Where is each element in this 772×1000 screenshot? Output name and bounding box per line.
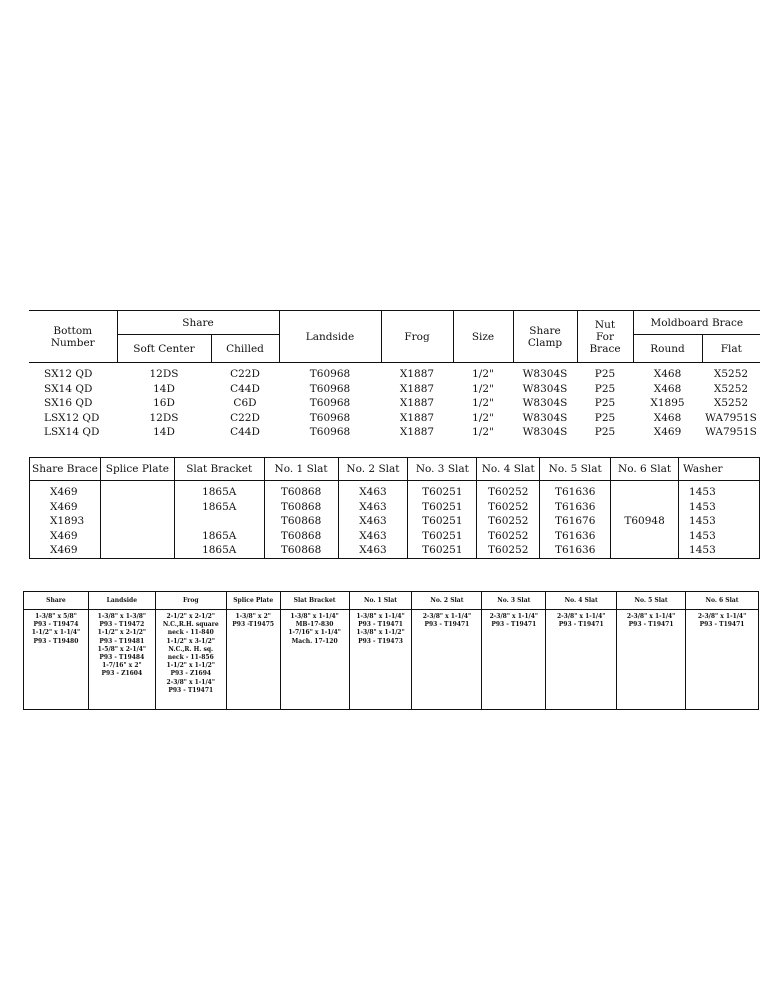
cell-line: Mach. 17-120 [291,637,338,645]
table-cell [174,514,264,529]
table-cell: 1865A [174,481,264,500]
table-cell: T61636 [540,500,611,515]
header-chilled: Chilled [211,335,279,363]
table-row [29,425,760,440]
cell-line: P93 - T19471 [424,621,470,629]
cell-line: 1-7/16" x 2" [102,662,142,670]
table-cell: P25 [594,397,616,410]
table-cell [686,610,759,710]
cell-line: 2-3/8" x 1-1/4" [422,613,472,620]
cell-line: P93 - T19480 [33,637,79,645]
brace-slat-header-row [30,458,760,481]
header-nut-for-brace: Nut For Brace [577,311,633,363]
bolt-header-row [24,592,759,610]
table-row [29,411,760,426]
column-header: Share [24,592,89,610]
cell-line: 1-1/2" x 1-1/2" [166,662,215,670]
cell-line: 2-3/8" x 1-1/4" [489,613,539,620]
table-cell: 1453 [679,514,760,529]
column-header: Washer [679,458,760,481]
table-cell [611,481,679,500]
table-cell: T60251 [408,500,477,515]
table-cell: X469 [30,529,101,544]
cell-line: P93 - T19474 [33,621,79,629]
brace-slat-rows [30,481,760,559]
table-cell: T60968 [309,411,351,424]
table-cell: 14D [153,382,175,395]
column-header: No. 4 Slat [477,458,540,481]
cell-line: P93 - T19473 [358,637,403,645]
bolt-table [23,591,759,710]
cell-line: 2-3/8" x 1-1/4" [557,613,606,620]
cell-line: 1-3/8" x 2" [235,613,271,620]
table-cell: 1/2" [472,426,494,439]
table-cell: T60252 [477,514,540,529]
column-header: No. 6 Slat [686,592,759,610]
table-cell [482,610,546,710]
table-cell: 1865A [174,500,264,515]
table-cell: SX16 QD [44,397,93,410]
table-cell: X5252 [713,397,749,410]
table-cell: X1887 [399,411,435,424]
table-cell [349,610,412,710]
cell-line: MB-17-830 [295,621,334,629]
table-cell: 1865A [174,543,264,558]
table-cell: T60948 [611,514,679,529]
table-cell: T60252 [477,500,540,515]
table-cell: C6D [233,397,257,410]
table-row [30,514,760,529]
table-cell: 1453 [679,543,760,558]
cell-line: P93 - T19471 [628,621,674,629]
cell-line: neck - 11-856 [167,654,214,662]
table-cell: 1453 [679,529,760,544]
column-header: No. 1 Slat [349,592,412,610]
table-cell: SX14 QD [44,382,93,395]
table-cell [100,481,174,500]
table-cell: T60968 [309,397,351,410]
table-cell [24,610,89,710]
table-cell [100,500,174,515]
table-cell: T60868 [264,514,338,529]
table-cell [100,529,174,544]
header-flat: Flat [702,335,760,363]
table-cell: 1/2" [472,397,494,410]
table-cell: T60868 [264,543,338,558]
cell-line: 1-3/8" x 1-1/2" [356,629,405,637]
column-header: No. 5 Slat [540,458,611,481]
cell-line: P93 - T19481 [99,637,145,645]
cell-line: 1-7/16" x 1-1/4" [288,629,341,637]
table-row [30,543,760,558]
table-cell [412,610,482,710]
column-header: Splice Plate [100,458,174,481]
header-bottom-number: Bottom Number [29,311,117,363]
header-round: Round [633,335,702,363]
cell-line: P93 - T19471 [491,621,537,629]
column-header: Frog [155,592,226,610]
table-cell: T60868 [264,529,338,544]
column-header: No. 3 Slat [482,592,546,610]
table-cell: X463 [338,529,408,544]
table-cell: P25 [594,411,616,424]
cell-line: P93 - T19472 [99,621,145,629]
cell-line: N.C.,R. H. sq. [168,645,214,653]
table-cell: X1887 [399,382,435,395]
column-header: Landside [88,592,155,610]
cell-line: 2-3/8" x 1-1/4" [166,678,215,686]
column-header: Slat Bracket [174,458,264,481]
bolt-row [24,610,759,710]
cell-line: P93 - T19471 [558,621,604,629]
table-cell: X468 [653,411,682,424]
table-row [30,500,760,515]
table-cell: W8304S [522,411,568,424]
column-header: No. 6 Slat [611,458,679,481]
table-cell: 1453 [679,481,760,500]
table-cell: WA7951S [705,411,757,424]
table-cell: 16D [153,397,175,410]
column-header: Slat Bracket [280,592,349,610]
table-cell: X1895 [650,397,685,410]
table-cell: P25 [594,368,616,381]
table-cell: T61636 [540,481,611,500]
table-cell: T60251 [408,543,477,558]
cell-line: neck - 11-840 [167,629,214,637]
cell-line: P93 -T19475 [232,621,275,629]
header-share-clamp: Share Clamp [513,311,577,363]
table-cell: X5252 [713,382,749,395]
cell-line: 1-3/8" x 5/8" [35,613,77,620]
cell-line: 1-3/8" x 1-3/8" [97,613,147,620]
cell-line: 1-3/8" x 1-1/4" [356,613,405,620]
table-cell: C22D [230,411,260,424]
cell-line: 1-5/8" x 2-1/4" [97,645,147,653]
table-cell: X469 [30,543,101,558]
table-cell: 12DS [149,368,179,381]
table-cell: T60251 [408,481,477,500]
table-cell: T60251 [408,529,477,544]
column-header: No. 5 Slat [617,592,686,610]
table-cell [617,610,686,710]
table-cell: T60868 [264,481,338,500]
column-header: No. 4 Slat [546,592,617,610]
cell-line: 1-1/2" x 1-1/4" [31,629,81,637]
table-cell: X463 [338,500,408,515]
cell-line: P93 - Z1604 [101,670,143,678]
table-cell: SX12 QD [44,368,93,381]
table-cell: X1887 [399,368,435,381]
table-cell [611,529,679,544]
table-cell: 1/2" [472,368,494,381]
table-cell: P25 [594,426,616,439]
bottom-parts-table [29,310,760,440]
table-cell [611,500,679,515]
table-cell: X468 [653,382,682,395]
cell-line: P93 - T19471 [168,686,214,694]
table-row [29,382,760,397]
header-frog: Frog [381,311,453,363]
table-cell: T60968 [309,368,351,381]
table-cell: X1893 [30,514,101,529]
cell-line: 2-3/8" x 1-1/4" [626,613,676,620]
table-cell: T60252 [477,529,540,544]
table-cell [155,610,226,710]
cell-line: P93 - T19484 [99,654,145,662]
table-cell: 1/2" [472,411,494,424]
table-cell: W8304S [522,382,568,395]
table-cell [88,610,155,710]
table-row [29,367,760,382]
table-cell: X469 [30,500,101,515]
table-cell: T60868 [264,500,338,515]
table-cell: 1453 [679,500,760,515]
table-cell: T60252 [477,481,540,500]
cell-line: N.C.,R.H. square [162,621,219,629]
table-cell: X5252 [713,368,749,381]
brace-slat-table [29,457,760,559]
column-header: No. 3 Slat [408,458,477,481]
table-row [30,481,760,500]
table-cell [100,514,174,529]
cell-line: P93 - T19471 [358,621,403,629]
table-cell: 1865A [174,529,264,544]
table-cell: T60251 [408,514,477,529]
table-cell: X469 [653,426,682,439]
header-share: Share [117,311,279,335]
bottom-parts-rows [29,367,760,440]
table-cell: T60968 [309,382,351,395]
table-cell: WA7951S [705,426,757,439]
table-cell: X463 [338,543,408,558]
column-header: No. 2 Slat [338,458,408,481]
table-cell: C22D [230,368,260,381]
table-cell: W8304S [522,368,568,381]
table-cell: T60252 [477,543,540,558]
table-cell: 12DS [149,411,179,424]
table-cell: W8304S [522,397,568,410]
table-cell: LSX12 QD [44,411,100,424]
table-row [30,529,760,544]
table-cell: C44D [230,426,260,439]
table-cell: X463 [338,514,408,529]
table-row [29,396,760,411]
cell-line: 1-1/2" x 2-1/2" [97,629,147,637]
table-cell: X1887 [399,426,435,439]
table-cell: X1887 [399,397,435,410]
table-cell: X468 [653,368,682,381]
table-cell: 1/2" [472,382,494,395]
column-header: No. 2 Slat [412,592,482,610]
header-soft-center: Soft Center [117,335,211,363]
table-cell: C44D [230,382,260,395]
table-cell: T61636 [540,543,611,558]
table-cell [100,543,174,558]
cell-line: 1-1/2" x 3-1/2" [166,637,215,645]
header-moldboard-brace: Moldboard Brace [633,311,760,335]
cell-line: 2-3/8" x 1-1/4" [697,613,747,620]
header-size: Size [453,311,513,363]
table-cell [546,610,617,710]
table-cell: P25 [594,382,616,395]
table-cell: T61636 [540,529,611,544]
cell-line: 1-3/8" x 1-1/4" [290,613,339,620]
table-cell [611,543,679,558]
cell-line: P93 - T19471 [699,621,745,629]
column-header: Splice Plate [226,592,280,610]
table-cell: X463 [338,481,408,500]
table-cell: X469 [30,481,101,500]
table-cell [280,610,349,710]
table-cell: 14D [153,426,175,439]
table-cell [226,610,280,710]
cell-line: 2-1/2" x 2-1/2" [166,613,215,620]
column-header: No. 1 Slat [264,458,338,481]
table-cell: W8304S [522,426,568,439]
header-landside: Landside [279,311,381,363]
cell-line: P93 - Z1694 [170,670,212,678]
column-header: Share Brace [30,458,101,481]
table-cell: T60968 [309,426,351,439]
table-cell: T61676 [540,514,611,529]
table-cell: LSX14 QD [44,426,100,439]
